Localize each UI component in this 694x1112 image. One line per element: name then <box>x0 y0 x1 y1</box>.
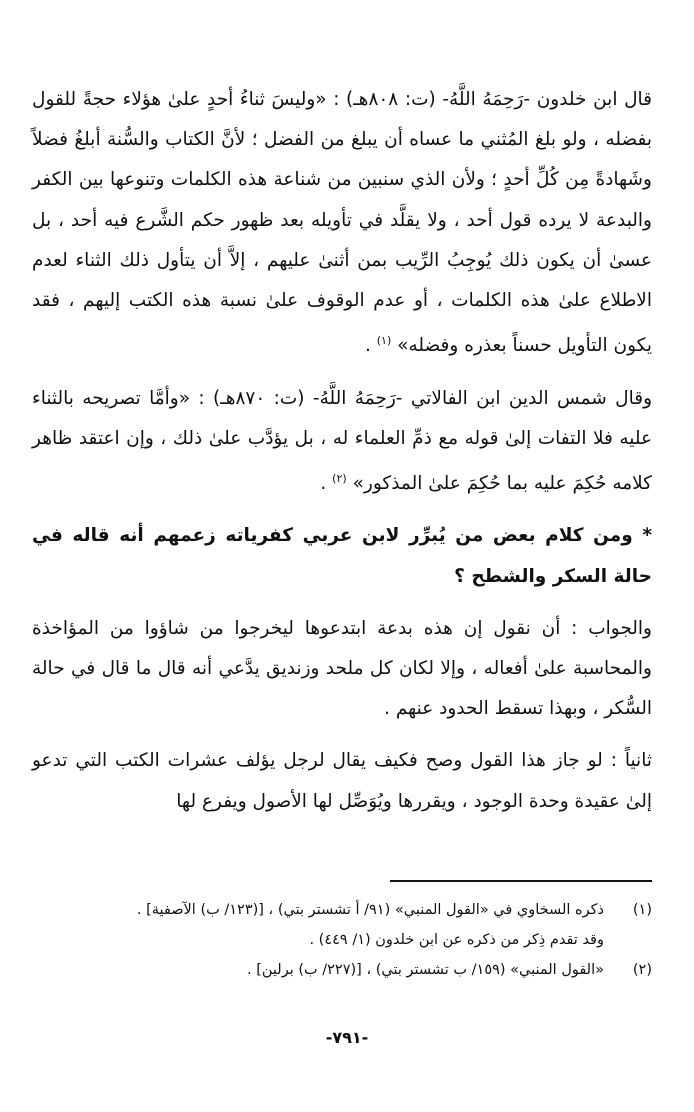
footnote-line: وقد تقدم ذِكر من ذكره عن ابن خلدون (١/ ٤٤٩) . <box>309 932 604 948</box>
paragraph-text: وقال شمس الدين ابن الفالاتي -رَحِمَهُ اللَّهُ- (ت: ٨٧٠هـ) : «وأمَّا تصريحه بالثناء عليه فلا التفات إلىٰ قوله مع ذمِّ العلماء له ، بل يؤدَّب علىٰ ذلك ، وإن اعتقد ظاهر كلامه حُكِمَ عليه بما حُكِمَ علىٰ المذكور» <box>32 387 653 495</box>
question-text: * ومن كلام بعض من يُبرِّر لابن عربي كفرياته زعمهم أنه قاله في حالة السكر والشطح ؟ <box>32 525 652 587</box>
footnote-number: (٢) <box>632 962 652 978</box>
answer-text: والجواب : أن نقول إن هذه بدعة ابتدعوها ليخرجوا من شاؤوا من المؤاخذة والمحاسبة علىٰ أفعاله ، وإلا لكان كل ملحد وزنديق يدَّعي أنه قال ما قال في حالة السُّكر ، وبهذا تسقط الحدود عنهم . <box>32 617 652 720</box>
footnote-ref[interactable]: (٢) <box>332 471 347 485</box>
paragraph-ibn-falati <box>32 379 652 505</box>
footnote-number: (١) <box>632 902 652 918</box>
footnote-1 <box>32 895 652 955</box>
footnote-2 <box>32 955 652 985</box>
second-point-text: ثانياً : لو جاز هذا القول وصح فكيف يقال لرجل يؤلف عشرات الكتب التي تدعو إلىٰ عقيدة وحدة الوجود ، ويقررها ويُوَصِّل لها الأصول ويفرع لها <box>32 750 652 812</box>
paragraph-ibn-khaldun <box>32 80 652 367</box>
paragraph-tail: . <box>364 335 377 357</box>
paragraph-question <box>32 516 652 596</box>
paragraph-text: قال ابن خلدون -رَحِمَهُ اللَّهُ- (ت: ٨٠٨هـ) : «وليسَ ثناءُ أحدٍ علىٰ هؤلاء حجةً للقول بفضله ، ولو بلغ المُثني ما عساه أن يبلغ من الفضل ؛ لأنَّ الكتاب والسُّنة أبلغُ فضلاً وشَهادةً مِن كُلِّ أحدٍ ؛ ولأن الذي سنبين من شناعة هذه الكلمات وتنوعها بين الكفر والبدعة لا يرده قول أحد ، ولا يقلَّد في تأويله بعد ظهور حكم الشَّرع فيه أحد ، بل عسىٰ أن يكون ذلك يُوجِبُ الرِّيب بمن أثنىٰ عليهم ، إلاَّ أن يتأول ذلك الثناء لعدم الاطلاع علىٰ هذه الكلمات ، أو عدم الوقوف علىٰ نسبة هذه الكتب إليهم ، فقد يكون التأويل حسناً بعذره وفضله» <box>32 89 652 357</box>
footnote-line: ذكره السخاوي في «القول المنبي» (٩١/ أ تشستر بتي) ، [(١٢٣/ ب) الآصفية] . <box>136 902 604 918</box>
paragraph-second-point <box>32 741 652 821</box>
footnote-line: «القول المنبي» (١٥٩/ ب تشستر بتي) ، [(٢٢٧/ ب) برلين] . <box>246 962 604 978</box>
page-number: -٧٩١- <box>325 1028 369 1047</box>
footnotes <box>32 895 652 985</box>
footnote-ref[interactable]: (١) <box>376 334 392 348</box>
footnote-separator <box>390 880 652 882</box>
footnote-body <box>32 955 604 985</box>
paragraph-tail: . <box>320 473 333 495</box>
main-text <box>32 80 652 822</box>
paragraph-answer <box>32 609 652 730</box>
footnote-body <box>32 895 604 955</box>
